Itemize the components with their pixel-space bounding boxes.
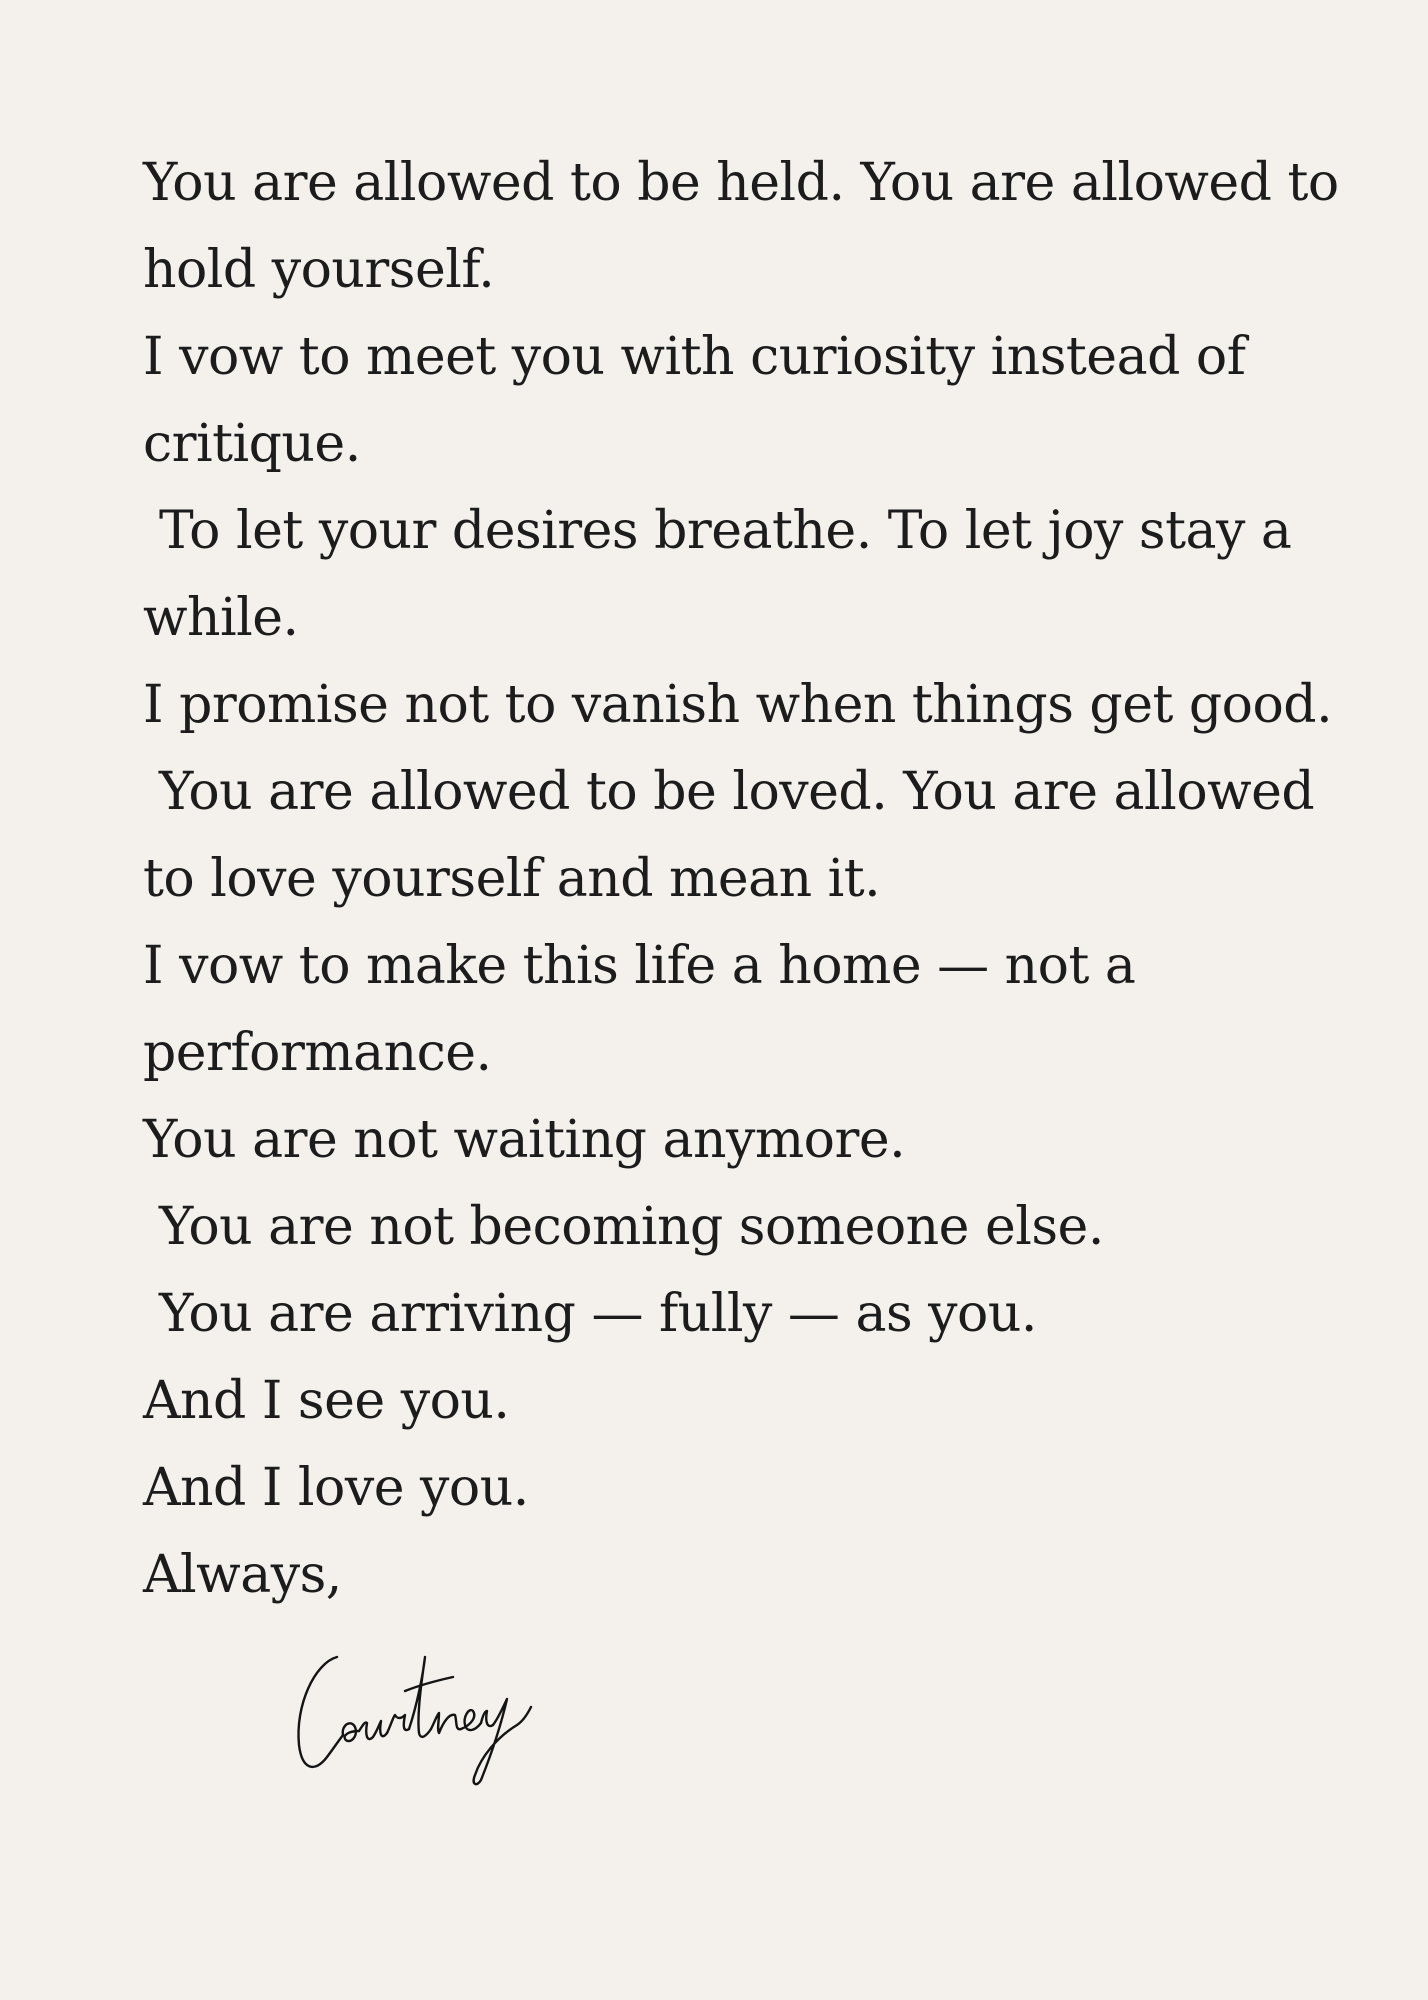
letter-line: to love yourself and mean it.: [143, 849, 881, 909]
letter-line: I promise not to vanish when things get good.: [143, 675, 1333, 735]
letter-line: while.: [143, 588, 299, 648]
letter-line: To let your desires breathe. To let joy stay a: [143, 501, 1292, 561]
letter-line: critique.: [143, 414, 361, 474]
letter-closing: Always,: [143, 1545, 342, 1605]
letter-line: I vow to meet you with curiosity instead of: [143, 327, 1246, 387]
letter-line: You are not waiting anymore.: [143, 1110, 906, 1170]
letter-body: [143, 140, 1339, 1619]
letter-line: performance.: [143, 1023, 492, 1083]
letter-line: You are arriving — fully — as you.: [143, 1284, 1037, 1344]
letter-line: And I see you.: [143, 1371, 510, 1431]
letter-line: You are allowed to be loved. You are allowed: [143, 762, 1315, 822]
letter-line: You are not becoming someone else.: [143, 1197, 1104, 1257]
handwritten-signature: [285, 1645, 565, 1795]
letter-line: I vow to make this life a home — not a: [143, 936, 1136, 996]
letter-line: You are allowed to be held. You are allowed to: [143, 153, 1339, 213]
letter-line: hold yourself.: [143, 240, 495, 300]
letter-line: And I love you.: [143, 1458, 529, 1518]
